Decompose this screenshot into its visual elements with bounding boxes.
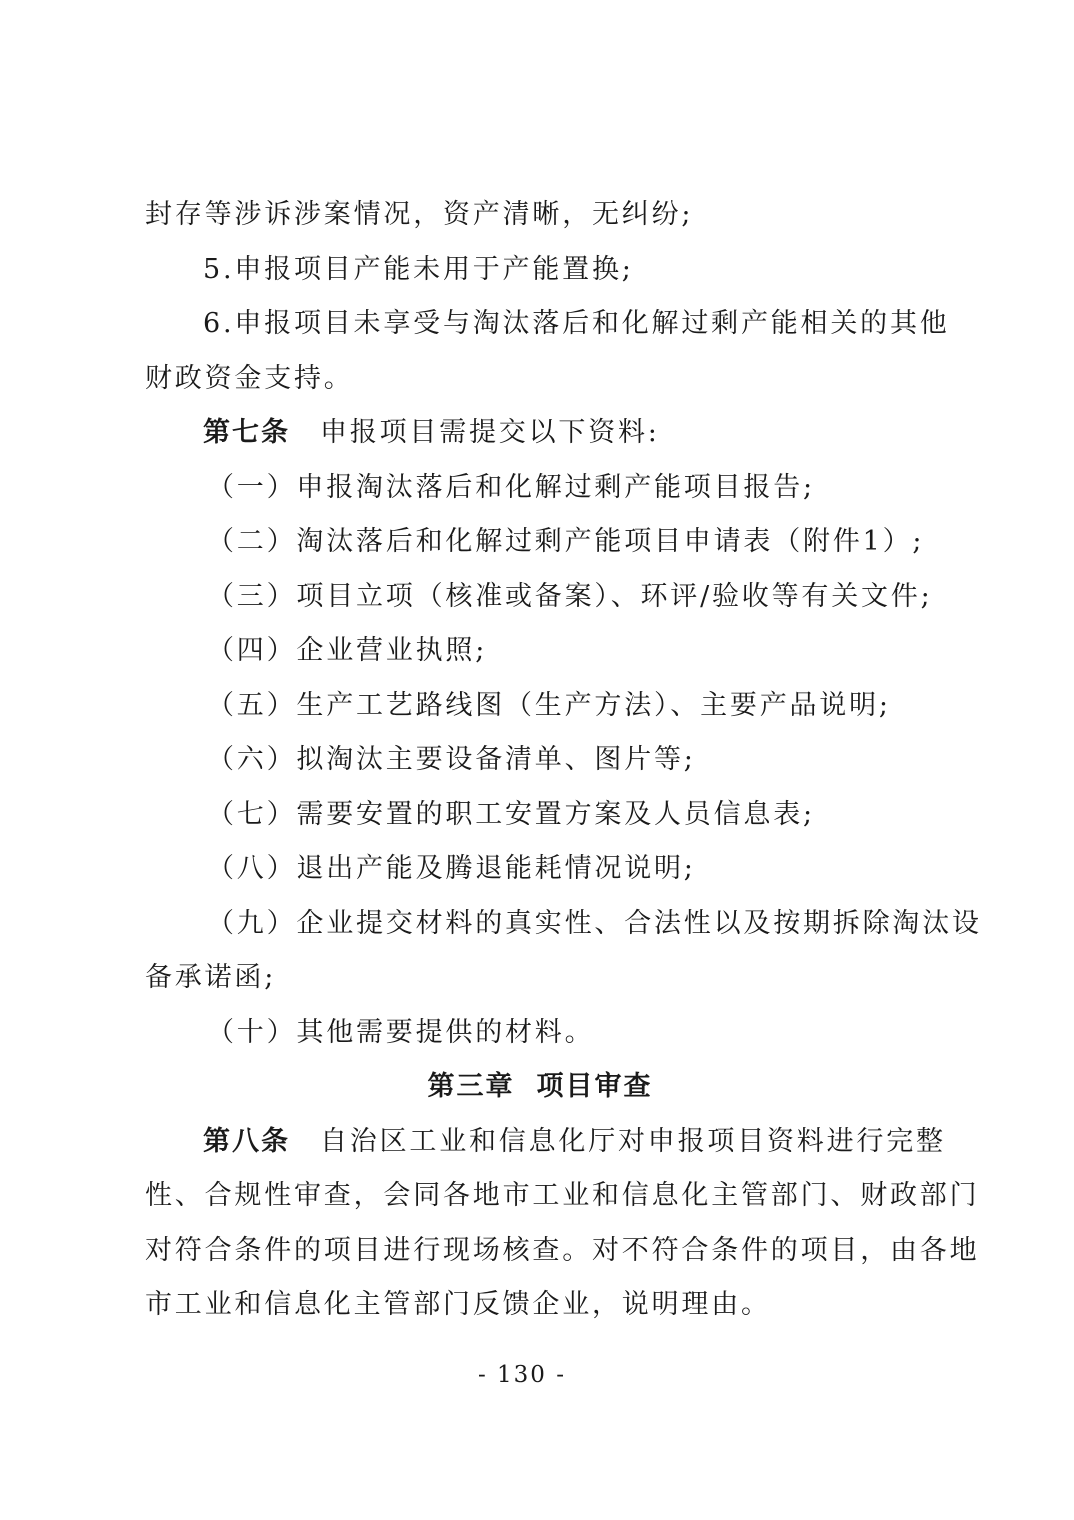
list-item: （九）企业提交材料的真实性、合法性以及按期拆除淘汰设: [207, 907, 982, 939]
paragraph-line: 对符合条件的项目进行现场核查。对不符合条件的项目，由各地: [145, 1234, 980, 1266]
article-7-intro: [145, 406, 945, 461]
list-item-continuation: 备承诺函;: [145, 962, 277, 993]
list-item: （六）拟淘汰主要设备清单、图片等;: [207, 744, 696, 775]
list-item: （五）生产工艺路线图（生产方法）、主要产品说明;: [207, 689, 891, 721]
chapter-title: 项目审查: [536, 1071, 653, 1102]
list-item: （八）退出产能及腾退能耗情况说明;: [207, 853, 696, 884]
article-8-intro: [145, 1115, 945, 1170]
list-item: （四）企业营业执照;: [207, 635, 488, 666]
list-item: （二）淘汰落后和化解过剩产能项目申请表（附件1）;: [207, 526, 925, 557]
chapter-heading: [145, 1060, 945, 1115]
list-item: （七）需要安置的职工安置方案及人员信息表;: [207, 798, 815, 830]
article-7-heading: 第七条: [203, 417, 290, 448]
list-item: （一）申报淘汰落后和化解过剩产能项目报告;: [207, 471, 815, 503]
paragraph-line: 财政资金支持。: [145, 362, 354, 394]
list-item: （三）项目立项（核准或备案）、环评/验收等有关文件;: [207, 580, 933, 612]
paragraph-line: 5.申报项目产能未用于产能置换;: [203, 253, 634, 285]
paragraph-line: 市工业和信息化主管部门反馈企业，说明理由。: [145, 1289, 771, 1320]
paragraph-line: 6.申报项目未享受与淘汰落后和化解过剩产能相关的其他: [203, 308, 950, 339]
document-body: [145, 188, 982, 1333]
paragraph-line: 性、合规性审查，会同各地市工业和信息化主管部门、财政部门: [145, 1180, 980, 1211]
page-number: - 130 -: [477, 1362, 567, 1388]
article-7-text: 申报项目需提交以下资料:: [320, 417, 660, 448]
paragraph-line: 封存等涉诉涉案情况，资产清晰，无纠纷;: [145, 199, 694, 230]
chapter-number: 第三章: [427, 1071, 515, 1102]
article-8-text: 自治区工业和信息化厅对申报项目资料进行完整: [320, 1125, 946, 1157]
list-item: （十）其他需要提供的材料。: [207, 1016, 595, 1048]
article-8-heading: 第八条: [203, 1125, 290, 1157]
